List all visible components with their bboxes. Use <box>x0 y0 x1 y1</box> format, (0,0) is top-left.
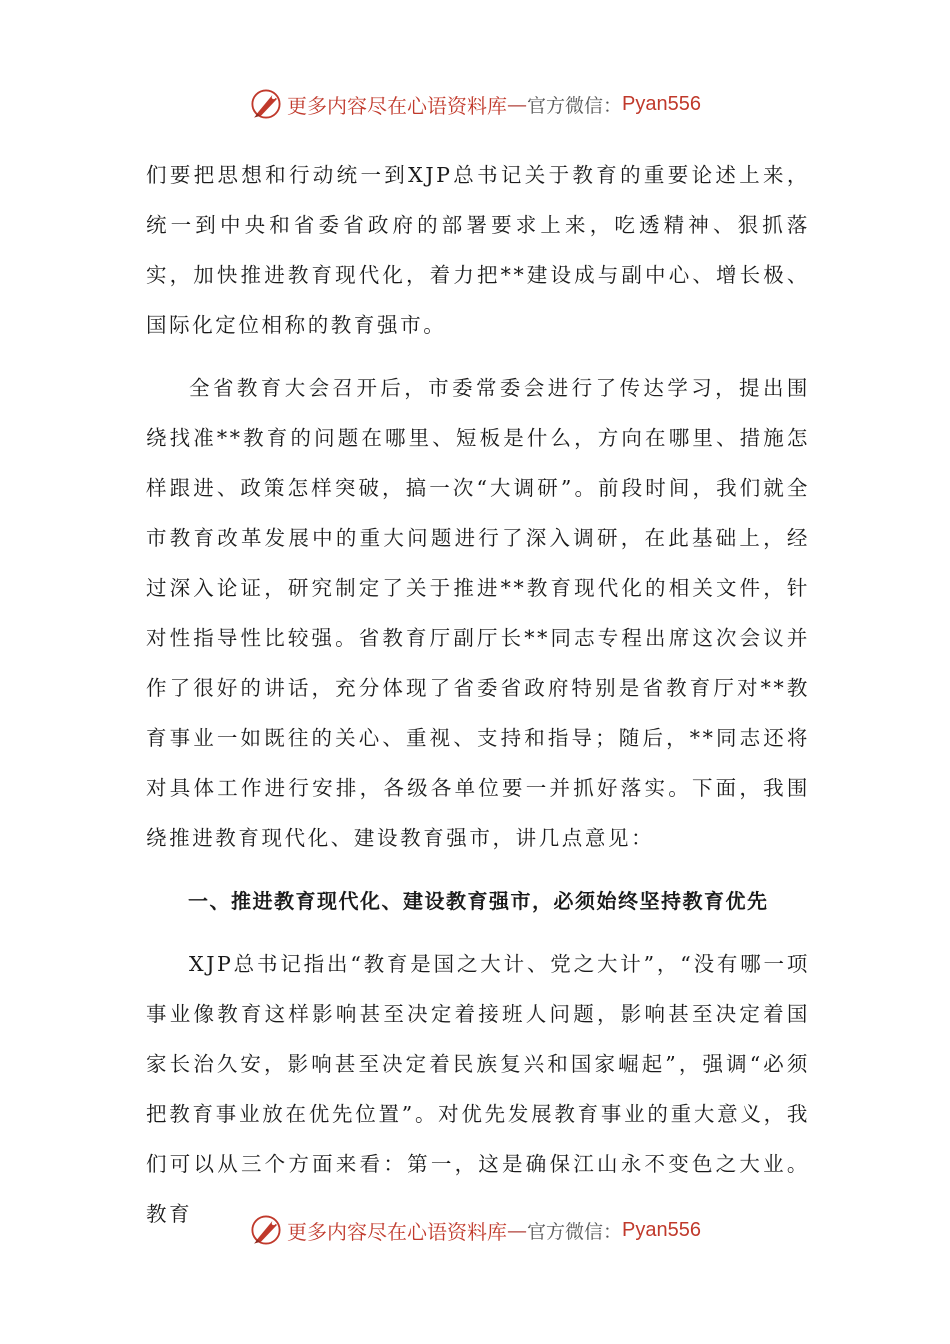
watermark-separator: — <box>507 1218 527 1242</box>
paragraph-continuation: 们要把思想和行动统一到XJP总书记关于教育的重要论述上来，统一到中央和省委省政府的部署要求上来，吃透精神、狠抓落实，加快推进教育现代化，着力把**建设成与副中心、增长极、国际化定位相称的教育强市。 <box>146 163 810 337</box>
document-body <box>146 150 810 1252</box>
watermark-wechat-id: Pyan556 <box>622 92 701 115</box>
watermark-text: 更多内容尽在心语资料库 <box>287 93 507 118</box>
paragraph-education-priority: XJP总书记指出“教育是国之大计、党之大计”，“没有哪一项事业像教育这样影响甚至决定着接班人问题，影响甚至决定着国家长治久安，影响甚至决定着民族复兴和国家崛起”，强调“必须把教育事业放在优先位置”。对优先发展教育事业的重大意义，我们可以从三个方面来看：第一，这是确保江山永不变色之大业。教育 <box>146 952 810 1226</box>
header-watermark-banner <box>0 84 950 124</box>
pen-nib-logo-icon <box>249 87 283 121</box>
pen-nib-logo-icon <box>249 1213 283 1247</box>
paragraph-research: 全省教育大会召开后，市委常委会进行了传达学习，提出围绕找准**教育的问题在哪里、短板是什么，方向在哪里、措施怎样跟进、政策怎样突破，搞一次“大调研”。前段时间，我们就全市教育改革发展中的重大问题进行了深入调研，在此基础上，经过深入论证，研究制定了关于推进**教育现代化的相关文件，针对性指导性比较强。省教育厅副厅长**同志专程出席这次会议并作了很好的讲话，充分体现了省委省政府特别是省教育厅对**教育事业一如既往的关心、重视、支持和指导；随后，**同志还将对具体工作进行安排，各级各单位要一并抓好落实。下面，我围绕推进教育现代化、建设教育强市，讲几点意见： <box>146 376 810 850</box>
watermark-text: 更多内容尽在心语资料库 <box>287 1219 507 1244</box>
watermark-wechat-label: 官方微信： <box>527 94 623 117</box>
footer-watermark-banner <box>0 1210 950 1250</box>
watermark-wechat-id: Pyan556 <box>622 1218 701 1241</box>
watermark-wechat-label: 官方微信： <box>527 1220 623 1243</box>
watermark-separator: — <box>507 92 527 116</box>
section-heading-1: 一、推进教育现代化、建设教育强市，必须始终坚持教育优先 <box>188 889 769 913</box>
